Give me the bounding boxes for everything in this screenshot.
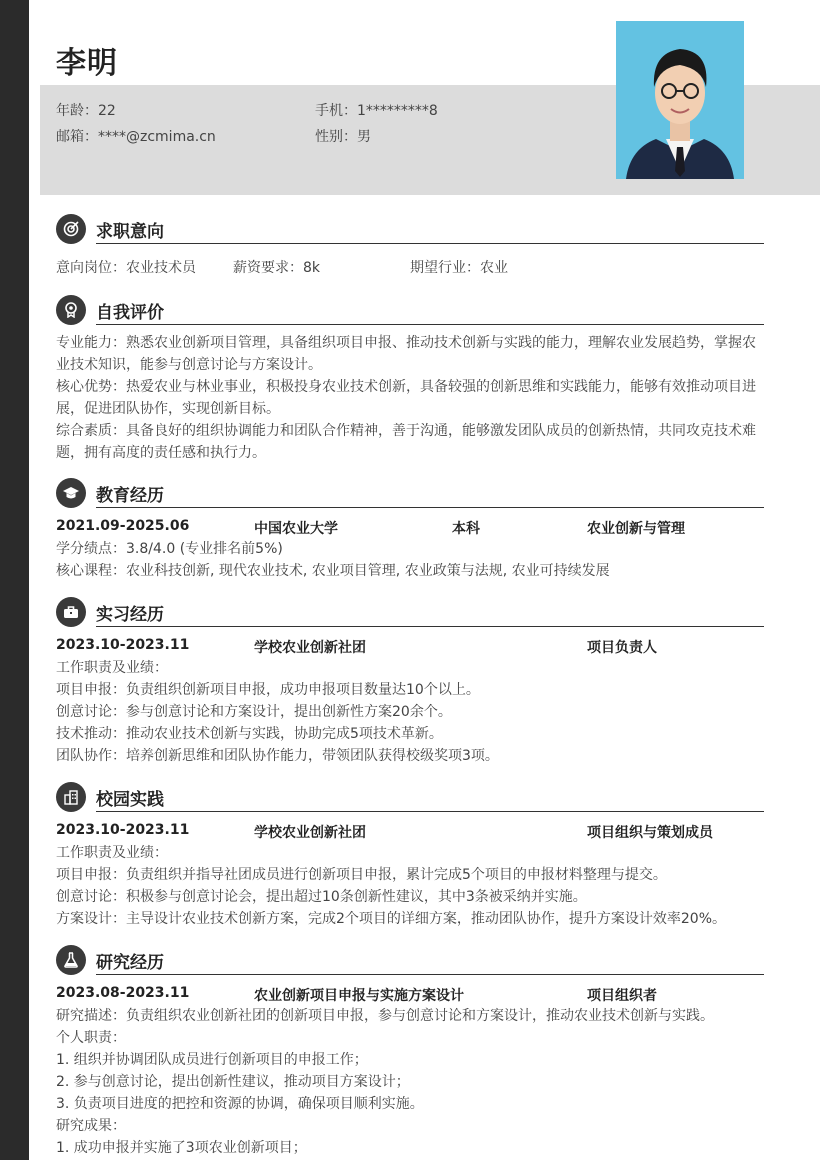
section-divider	[96, 626, 764, 627]
section-divider	[96, 811, 764, 812]
briefcase-icon	[56, 597, 86, 627]
education-line: 核心课程：农业科技创新, 现代农业技术, 农业项目管理, 农业政策与法规, 农业可持续发展	[56, 563, 610, 579]
research-role: 项目组织者	[587, 988, 657, 1004]
section-title: 校园实践	[96, 790, 164, 810]
campus-line: 方案设计：主导设计农业技术创新方案，完成2个项目的详细方案，推动团队协作，提升方案设计效率20%。	[56, 911, 727, 927]
campus-role: 项目组织与策划成员	[587, 825, 713, 841]
campus-line: 项目申报：负责组织并指导社团成员进行创新项目申报，累计完成5个项目的申报材料整理与提交。	[56, 867, 667, 883]
section-divider	[96, 507, 764, 508]
internship-role: 项目负责人	[587, 640, 657, 656]
section-divider	[96, 324, 764, 325]
research-line: 个人职责：	[56, 1030, 126, 1046]
building-icon	[56, 782, 86, 812]
intent-position: 意向岗位：农业技术员	[56, 260, 196, 276]
campus-line: 创意讨论：积极参与创意讨论会，提出超过10条创新性建议，其中3条被采纳并实施。	[56, 889, 587, 905]
research-line: 研究成果：	[56, 1118, 126, 1134]
campus-period: 2023.10-2023.11	[56, 822, 190, 838]
candidate-name: 李明	[56, 46, 118, 81]
research-line: 1. 组织并协调团队成员进行创新项目的申报工作；	[56, 1052, 368, 1068]
research-project: 农业创新项目申报与实施方案设计	[254, 988, 464, 1004]
internship-line: 工作职责及业绩：	[56, 660, 168, 676]
section-education	[56, 478, 764, 582]
graduation-cap-icon	[56, 478, 86, 508]
campus-org: 学校农业创新社团	[254, 825, 366, 841]
internship-line: 技术推动：推动农业技术创新与实践，协助完成5项技术革新。	[56, 726, 443, 742]
section-self-evaluation	[56, 295, 764, 464]
section-divider	[96, 243, 764, 244]
self-eval-paragraph: 综合素质：具备良好的组织协调能力和团队合作精神，善于沟通，能够激发团队成员的创新热情，共同攻克技术难题，拥有高度的责任感和执行力。	[56, 423, 756, 461]
section-research	[56, 945, 764, 1159]
research-line: 研究描述：负责组织农业创新社团的创新项目申报，参与创意讨论和方案设计，推动农业技术创新与实践。	[56, 1008, 714, 1024]
education-degree: 本科	[452, 521, 480, 537]
education-school: 中国农业大学	[254, 521, 338, 537]
section-job-intent	[56, 214, 764, 278]
intent-salary: 薪资要求：8k	[233, 260, 321, 276]
campus-line: 工作职责及业绩：	[56, 845, 168, 861]
section-internship	[56, 597, 764, 767]
age-text: 年龄：22	[56, 103, 116, 119]
intent-industry: 期望行业：农业	[410, 260, 508, 276]
internship-line: 创意讨论：参与创意讨论和方案设计，提出创新性方案20余个。	[56, 704, 452, 720]
section-title: 自我评价	[96, 303, 164, 323]
phone-text: 手机：1*********8	[315, 103, 438, 119]
internship-line: 团队协作：培养创新思维和团队协作能力，带领团队获得校级奖项3项。	[56, 748, 499, 764]
internship-line: 项目申报：负责组织创新项目申报，成功申报项目数量达10个以上。	[56, 682, 480, 698]
research-period: 2023.08-2023.11	[56, 985, 190, 1001]
flask-icon	[56, 945, 86, 975]
section-title: 教育经历	[96, 486, 164, 506]
internship-org: 学校农业创新社团	[254, 640, 366, 656]
profile-photo	[616, 21, 744, 179]
education-period: 2021.09-2025.06	[56, 518, 190, 534]
education-line: 学分绩点：3.8/4.0 (专业排名前5%)	[56, 541, 283, 557]
medal-icon	[56, 295, 86, 325]
section-divider	[96, 974, 764, 975]
education-major: 农业创新与管理	[587, 521, 685, 537]
target-icon	[56, 214, 86, 244]
internship-period: 2023.10-2023.11	[56, 637, 190, 653]
research-line: 3. 负责项目进度的把控和资源的协调，确保项目顺利实施。	[56, 1096, 424, 1112]
self-eval-paragraph: 核心优势：热爱农业与林业事业，积极投身农业技术创新，具备较强的创新思维和实践能力，能够有效推动项目进展，促进团队协作，实现创新目标。	[56, 379, 756, 417]
section-title: 实习经历	[96, 605, 164, 625]
section-title: 研究经历	[96, 953, 164, 973]
email-text: 邮箱：****@zcmima.cn	[56, 129, 216, 145]
research-line: 1. 成功申报并实施了3项农业创新项目；	[56, 1140, 307, 1156]
self-eval-paragraph: 专业能力：熟悉农业创新项目管理，具备组织项目申报、推动技术创新与实践的能力，理解农业发展趋势，掌握农业技术知识，能参与创意讨论与方案设计。	[56, 335, 756, 373]
left-sidebar-bar	[0, 0, 29, 1160]
gender-text: 性别：男	[315, 129, 371, 145]
section-campus-practice	[56, 782, 764, 930]
section-title: 求职意向	[96, 222, 164, 242]
research-line: 2. 参与创意讨论，提出创新性建议，推动项目方案设计；	[56, 1074, 410, 1090]
